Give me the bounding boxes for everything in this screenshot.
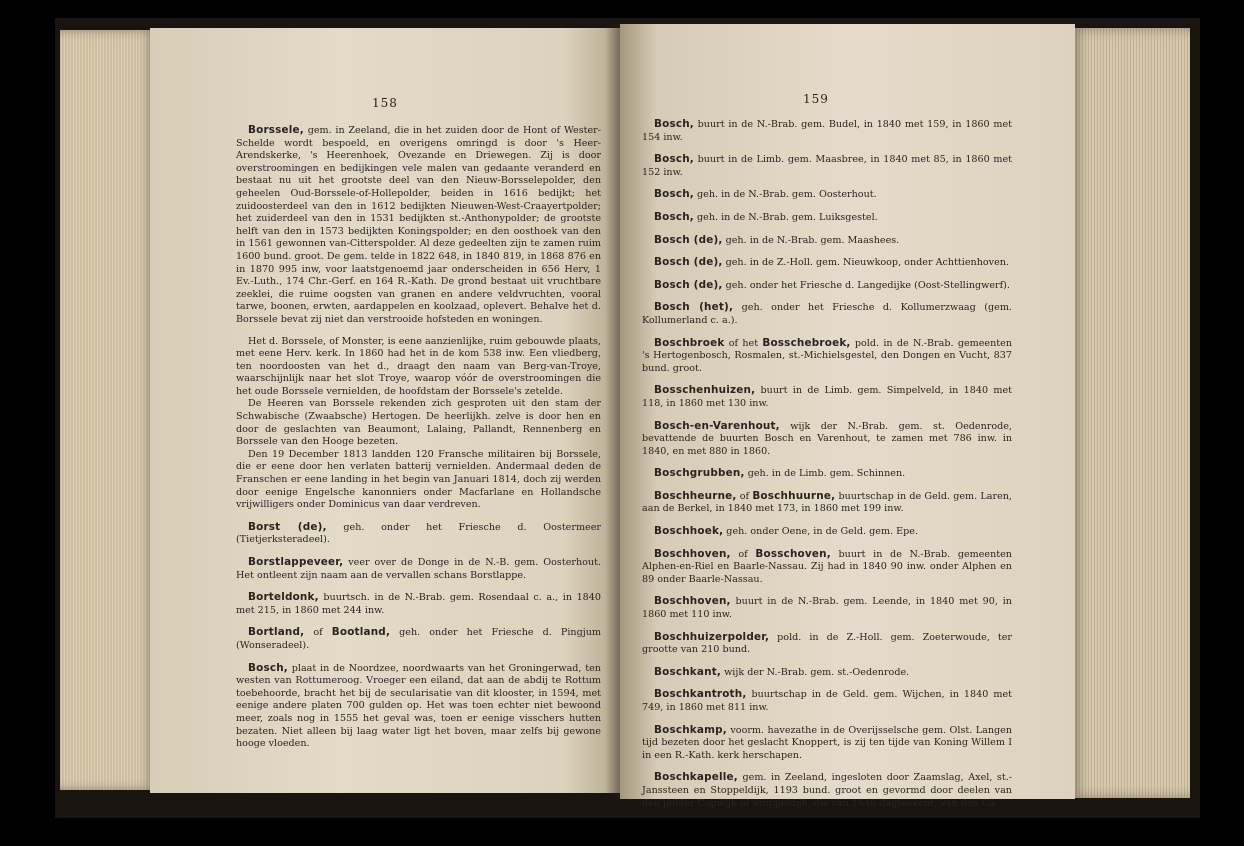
entry-headword: Bosch, bbox=[654, 118, 694, 130]
entry-text: geh. in de N.-Brab. gem. Maashees. bbox=[722, 234, 900, 246]
entry-text: buurtsch. in de N.-Brab. gem. Rosendaal c. a., in 1840 met 215, in 1860 met 244 inw. bbox=[236, 592, 601, 616]
entry-text: buurt in de N.-Brab. gem. Budel, in 1840 met 159, in 1860 met 154 inw. bbox=[642, 119, 1012, 143]
entry-headword: Boschgrubben, bbox=[654, 467, 745, 480]
entry-headword: Bosch-en-Varenhout, bbox=[654, 419, 780, 432]
dictionary-entry bbox=[236, 521, 601, 547]
right-page bbox=[620, 24, 1075, 809]
page-number: 159 bbox=[803, 92, 829, 106]
entry-headword: Boschkamp, bbox=[654, 723, 727, 736]
entry-text: veer over de Donge in de N.-B. gem. Oosterhout. Het ontleent zijn naam aan de vervallen schans Borstlappe. bbox=[236, 557, 601, 581]
entry-headword: Bosch, bbox=[654, 188, 694, 201]
entry-headword: Boschkantroth, bbox=[654, 688, 747, 701]
entry-text: De Heeren van Borssele rekenden zich gesproten uit den stam der Schwabische (Zwaabsche) Hertogen. De heerlijkh. zelve is door hen en door de geslachten van Beaumont, Lalaing, Pallandt, Rennenberg en Borssele van den Hooge bezeten. bbox=[236, 398, 601, 448]
dictionary-entry bbox=[236, 124, 601, 327]
dictionary-entry bbox=[642, 279, 1012, 293]
entry-headword: Boschhoven, bbox=[654, 595, 731, 608]
entry-text: of bbox=[304, 627, 332, 639]
entry-headword: Boschhoven, bbox=[654, 547, 731, 560]
dictionary-entry bbox=[236, 626, 601, 652]
entry-headword: Borssele, bbox=[248, 124, 304, 136]
dictionary-entry bbox=[236, 556, 601, 582]
entry-text: voorm. havezathe in de Overijsselsche gem. Olst. Langen tijd bezeten door het geslacht Knoppert, is zij ten tijde van Koning Willem I in een R.-Kath. kerk herschapen. bbox=[642, 724, 1012, 761]
dictionary-entry bbox=[642, 724, 1012, 763]
dictionary-entry bbox=[642, 153, 1012, 179]
entry-text: geh. onder het Friesche d. Oostermeer (Tietjerksteradeel). bbox=[236, 521, 601, 546]
entry-text: wijk der N.-Brab. gem. st.-Oedenrode. bbox=[721, 666, 910, 678]
dictionary-entry bbox=[642, 688, 1012, 714]
entry-text: of bbox=[730, 548, 756, 560]
dictionary-entry bbox=[642, 211, 1012, 225]
entry-headword: Bosch (het), bbox=[654, 301, 734, 314]
dictionary-entry bbox=[642, 301, 1012, 327]
dictionary-entry bbox=[642, 234, 1012, 248]
entry-headword: Bosschenhuizen, bbox=[654, 384, 756, 397]
dictionary-entry bbox=[642, 548, 1012, 587]
entry-headword: Bosch (de), bbox=[654, 233, 723, 246]
entry-headword: Boschhuizerpolder, bbox=[654, 630, 770, 643]
dictionary-entry bbox=[236, 591, 601, 617]
dictionary-entry bbox=[236, 336, 601, 399]
entry-text: geh. in de N.-Brab. gem. Oosterhout. bbox=[693, 189, 877, 201]
entry-headword: Borstlappeveer, bbox=[248, 556, 344, 568]
entry-text: geh. onder Oene, in de Geld. gem. Epe. bbox=[723, 526, 919, 538]
dictionary-entry bbox=[642, 771, 1012, 810]
entry-headword: Bosch, bbox=[654, 153, 694, 166]
page-number: 158 bbox=[372, 96, 398, 110]
entry-text: geh. onder het Friesche d. Kollumerzwaag (gem. Kollumerland c. a.). bbox=[642, 302, 1012, 326]
entry-text: geh. in de Limb. gem. Schinnen. bbox=[744, 468, 906, 480]
entry-text: buurtschap in de Geld. gem. Laren, aan de Berkel, in 1840 met 173, in 1860 met 199 inw. bbox=[642, 490, 1012, 515]
entry-headword: Bootland, bbox=[331, 626, 391, 639]
entry-headword: Boschhoek, bbox=[654, 525, 724, 538]
entry-headword: Bortland, bbox=[248, 626, 305, 639]
right-page-edges bbox=[1070, 28, 1190, 798]
entry-text: geh. in de N.-Brab. gem. Luiksgestel. bbox=[693, 211, 878, 223]
left-page-text bbox=[236, 124, 601, 760]
dictionary-entry bbox=[642, 595, 1012, 621]
entry-headword: Bosschoven, bbox=[755, 547, 831, 560]
entry-headword: Boschhuurne, bbox=[752, 489, 836, 502]
right-page-text bbox=[642, 118, 1012, 819]
entry-text: buurt in de N.-Brab. gem. Leende, in 1840 met 90, in 1860 met 110 inw. bbox=[642, 596, 1012, 621]
entry-headword: Bosch, bbox=[654, 210, 694, 223]
entry-headword: Bosch (de), bbox=[654, 278, 723, 291]
dictionary-entry bbox=[236, 449, 601, 512]
dictionary-entry bbox=[236, 662, 601, 751]
left-page bbox=[150, 28, 620, 793]
dictionary-entry bbox=[642, 666, 1012, 680]
entry-headword: Boschbroek bbox=[654, 336, 725, 349]
entry-text: gem. in Zeeland, ingesloten door Zaamslag, Axel, st.-Janssteen en Stoppeldijk, 1193 bund. groot en gevormd door deelen van den polder Copwijk of Stoppeldijk, die van 1646 dagteekent; van den Ca- bbox=[642, 772, 1012, 809]
entry-text: geh. onder het Friesche d. Pingjum (Wonseradeel). bbox=[236, 627, 601, 651]
entry-text: buurt in de Limb. gem. Simpelveld, in 1840 met 118, in 1860 met 130 inw. bbox=[642, 385, 1012, 409]
entry-text: Den 19 December 1813 landden 120 Fransche militairen bij Borssele, die er eene door hen verlaten batterij vernielden. Andermaal deden de Franschen er eene landing in het begin van Januari 1814, doch zij werden door eenige Engelsche kanonniers onder Macfarlane en Hollandsche vrijwilligers onder Dominicus van daar verdreven. bbox=[236, 448, 601, 511]
entry-headword: Borst (de), bbox=[248, 520, 327, 533]
entry-headword: Borteldonk, bbox=[248, 591, 319, 604]
entry-text: gem. in Zeeland, die in het zuiden door de Hont of Wester-Schelde wordt bespoeld, en overigens omringd is door 's Heer-Arendskerke, 's Heerenhoek, Ovezande en Driewegen. Zij is door overstroomingen en bedijkingen vele malen van gedaante veranderd en bestaat nu uit het grootste deel van den Nieuw-Borsselepolder, den geheelen Oud-Borssele-of-Hollepolder, beiden in 1616 bedijkt; het zuidoosterdeel van den in 1612 bedijkten Nieuwen-West-Craayertpolder; het zuiderdeel van den in 1531 bedijkten st.-Anthonypolder; de grootste helft van den in 1573 bedijkten Koningspolder; en den oosthoek van den in 1561 gewonnen van-Citterspolder. Al deze gedeelten zijn te zamen ruim 1600 bund. groot. De gem. telde in 1822 648, in 1840 819, in 1868 876 en in 1870 995 inw, voor laatstgenoemd jaar onderscheiden in 656 Herv, 1 Ev.-Luth., 174 Chr.-Gerf. en 164 R.-Kath. De grond bestaat uit vruchtbare zeeklei, die ruime oogsten van granen en andere veldvruchten, vooral tarwe, boonen, erwten, aardappelen en koolzaad, oplevert. Behalve het d. Borssele bevat zij niet dan verstrooide hofsteden en woningen. bbox=[236, 125, 601, 325]
entry-text: geh. onder het Friesche d. Langedijke (Oost-Stellingwerf). bbox=[722, 279, 1010, 291]
entry-text: buurt in de N.-Brab. gemeenten Alphen-en-Riel en Baarle-Nassau. Zij had in 1840 90 inw. onder Alphen en 89 onder Baarle-Nassau. bbox=[642, 548, 1012, 585]
left-page-edges bbox=[60, 30, 155, 790]
entry-text: pold. in de N.-Brab. gemeenten 's Hertogenbosch, Rosmalen, st.-Michielsgestel, den Dongen en Vucht, 837 bund. groot. bbox=[642, 337, 1012, 374]
entry-headword: Bosch, bbox=[248, 661, 288, 674]
entry-text: plaat in de Noordzee, noordwaarts van het Groningerwad, ten westen van Rottumeroog. Vroeger een eiland, dat aan de abdij te Rottum toebehoorde, bracht het bij de secularisatie van dit klooster, in 1594, met eenige andere platen 700 gulden op. Het was toen echter niet bewoond meer, zoals nog in 1555 het geval was, toen er eenige visschers hutten bezaten. Niet alleen bij laag water ligt het boven, maar zelfs bij gewone hooge vloeden. bbox=[236, 662, 601, 750]
dictionary-entry bbox=[642, 631, 1012, 657]
dictionary-entry bbox=[236, 398, 601, 448]
entry-text: buurtschap in de Geld. gem. Wijchen, in 1840 met 749, in 1860 met 811 inw. bbox=[642, 689, 1012, 713]
entry-headword: Bosch (de), bbox=[654, 256, 723, 269]
entry-text: pold. in de Z.-Holl. gem. Zoeterwoude, ter grootte van 210 bund. bbox=[642, 631, 1012, 656]
entry-text: geh. in de Z.-Holl. gem. Nieuwkoop, onder Achttienhoven. bbox=[722, 257, 1009, 269]
entry-headword: Boschkapelle, bbox=[654, 771, 738, 784]
dictionary-entry bbox=[642, 525, 1012, 539]
entry-text: wijk der N.-Brab. gem. st. Oedenrode, bevattende de buurten Bosch en Varenhout, te zamen met 786 inw. in 1840, en met 880 in 1860. bbox=[642, 420, 1012, 457]
entry-text: of bbox=[736, 490, 753, 502]
dictionary-entry bbox=[642, 384, 1012, 410]
entry-headword: Boschkant, bbox=[654, 665, 722, 678]
dictionary-entry bbox=[642, 337, 1012, 376]
dictionary-entry bbox=[642, 256, 1012, 270]
entry-headword: Bosschebroek, bbox=[762, 336, 851, 349]
dictionary-entry bbox=[642, 467, 1012, 481]
entry-text: of het bbox=[724, 337, 763, 349]
dictionary-entry bbox=[642, 490, 1012, 516]
dictionary-entry bbox=[642, 420, 1012, 459]
entry-text: buurt in de Limb. gem. Maasbree, in 1840 met 85, in 1860 met 152 inw. bbox=[642, 154, 1012, 178]
dictionary-entry bbox=[642, 188, 1012, 202]
dictionary-entry bbox=[642, 118, 1012, 144]
entry-headword: Boschheurne, bbox=[654, 489, 737, 502]
entry-text: Het d. Borssele, of Monster, is eene aanzienlijke, ruim gebouwde plaats, met eene Herv. kerk. In 1860 had het in de kom 538 inw. Een vliedberg, ten noordoosten van het d., draagt den naam van Berg-van-Troye, waarschijnlijk naar het slot Troye, waarop vóór de overstroomingen die het oude Borssele vernielden, de hoofdstam der Borssele's zetelde. bbox=[236, 335, 601, 397]
